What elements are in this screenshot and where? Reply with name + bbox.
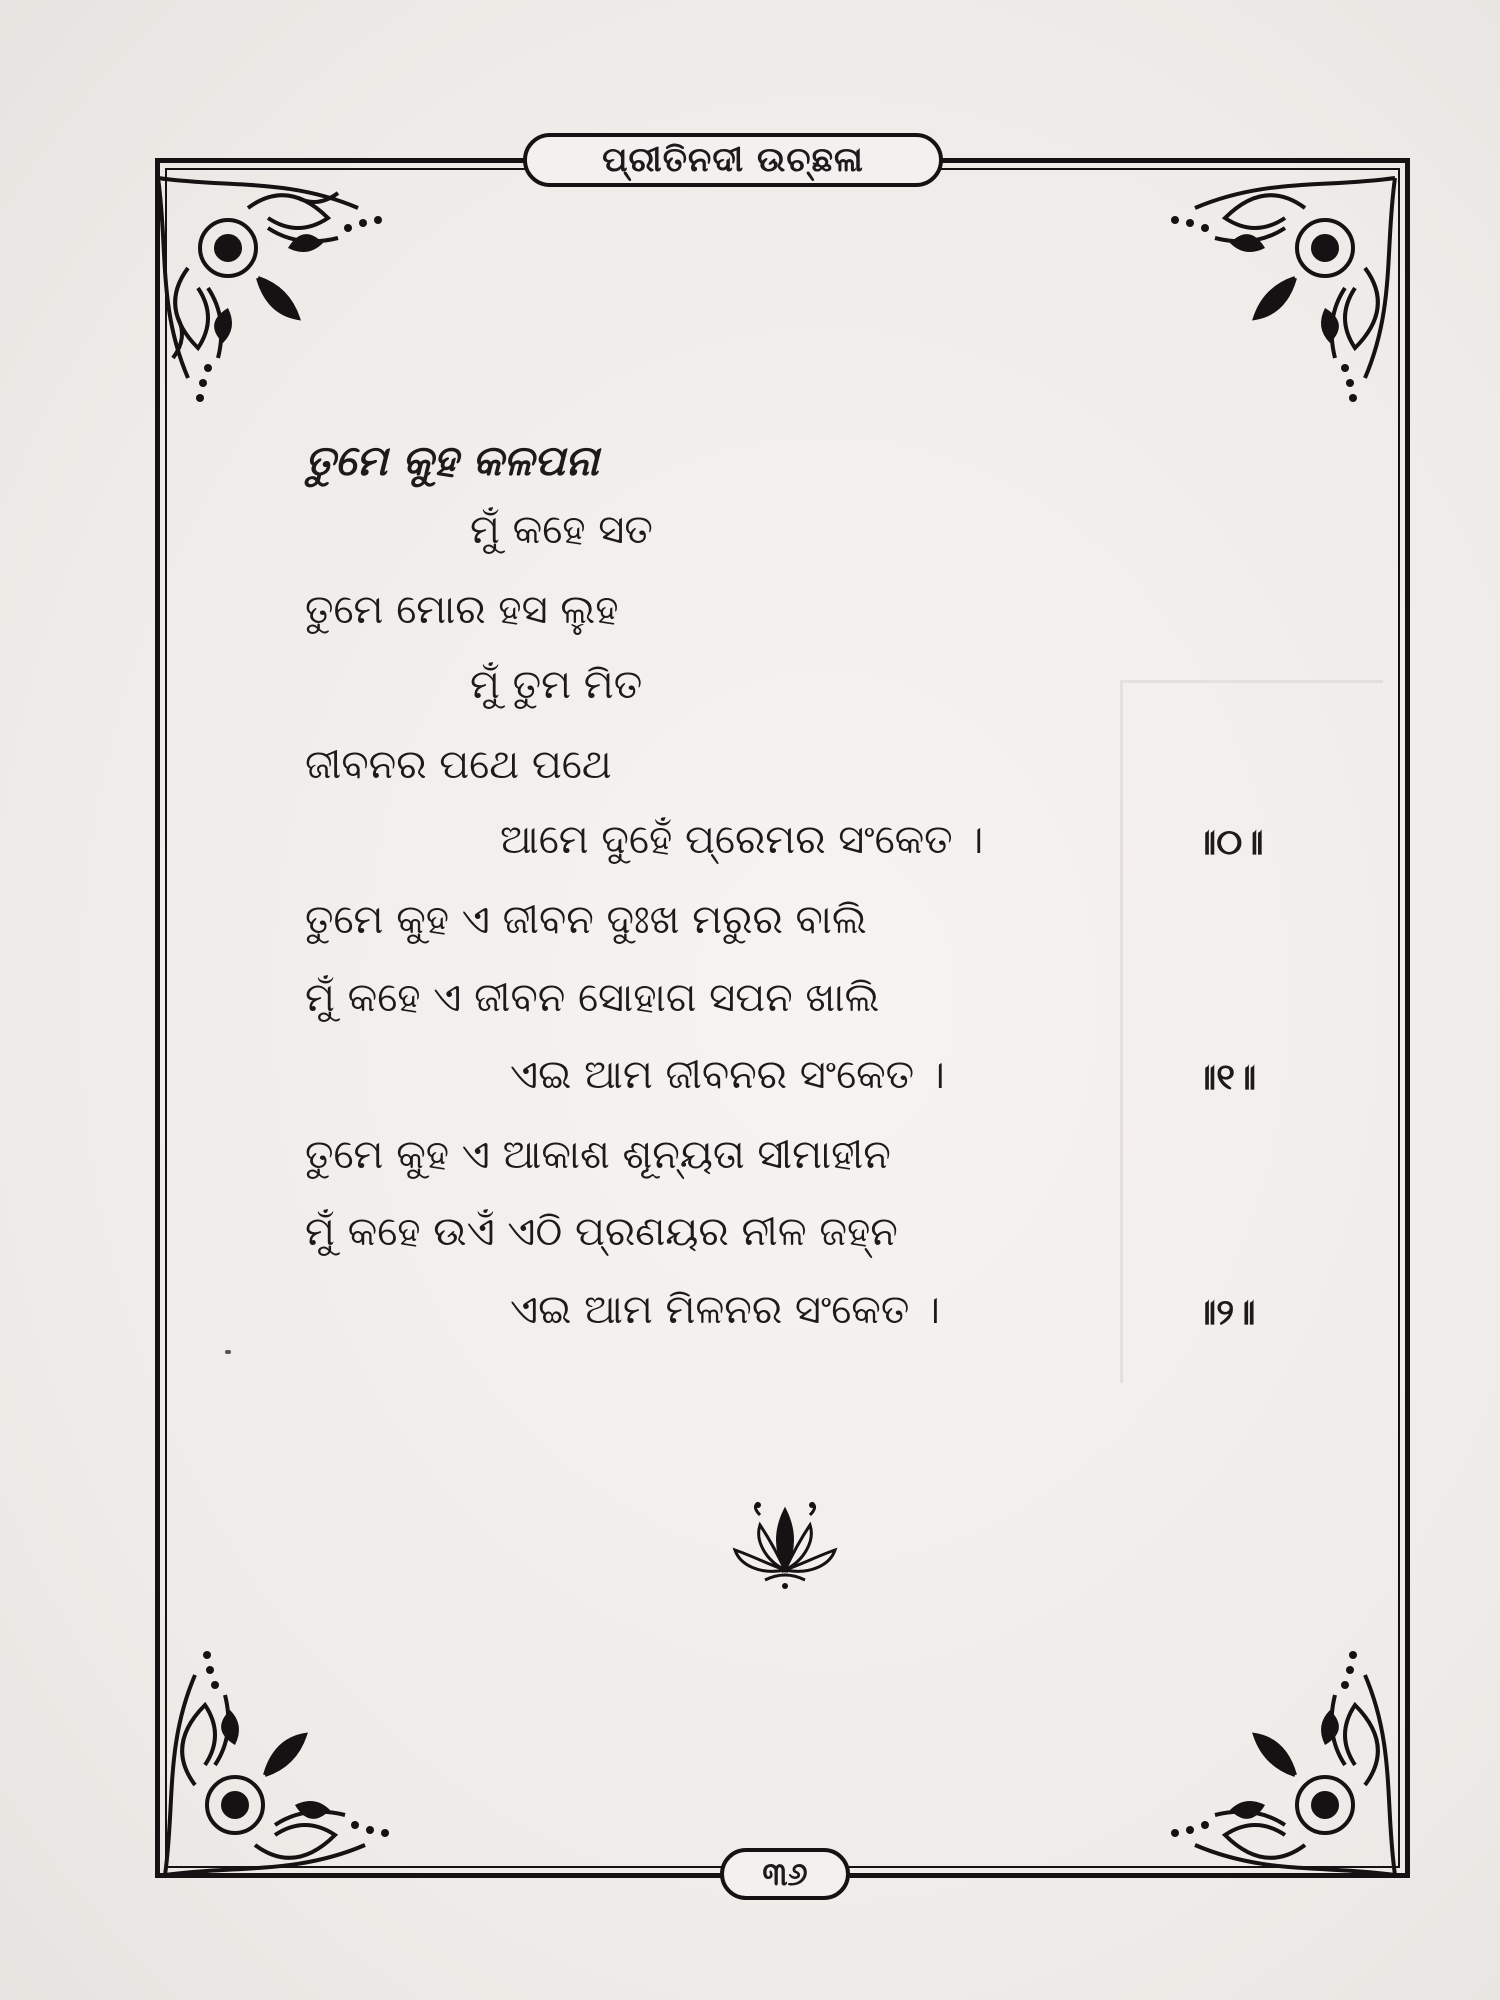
lotus-ornament-icon [730,1500,840,1590]
poem-line: ଆମେ ଦୁହେଁ ପ୍ରେମର ସଂକେତ । [500,817,984,863]
poem-line: ମୁଁ କହେ ସତ [470,507,653,553]
book-title: ପ୍ରୀତିନଦୀ ଉଚ୍ଛଳା [602,140,864,180]
poem-line: ତୁମେ ମୋର ହସ ଲୁହ [305,587,619,633]
poem-line: ଏଇ ଆମ ଜୀବନର ସଂକେତ । [510,1052,945,1098]
poem-line: ମୁଁ କହେ ଏ ଜୀବନ ସୋହାଗ ସପନ ଖାଲି [305,975,880,1021]
poem-line: ମୁଁ କହେ ଉଏଁ ଏଠି ପ୍ରଣୟର ନୀଳ ଜହ୍ନ [305,1209,898,1255]
stanza-marker: ॥୧॥ [1195,1057,1257,1098]
stanza-marker: ॥୨॥ [1195,1292,1256,1333]
page-number [720,1848,850,1900]
stanza-marker: ॥୦॥ [1195,822,1264,863]
paper-speck [225,1350,231,1354]
page-number-text: ୩୬ [762,1854,808,1893]
running-header [523,133,943,187]
poem-line: ମୁଁ ତୁମ ମିତ [470,662,643,708]
poem-line: ଜୀବନର ପଥେ ପଥେ [305,742,612,788]
poem-line: ଏଇ ଆମ ମିଳନର ସଂକେତ । [510,1287,941,1333]
poem-title: ତୁମେ କୁହ କଳପନା [305,436,599,485]
poem-line: ତୁମେ କୁହ ଏ ଜୀବନ ଦୁଃଖ ମରୁର ବାଲି [305,897,867,943]
poem-line: ତୁମେ କୁହ ଏ ଆକାଶ ଶୂନ୍ୟତା ସୀମାହୀନ [305,1132,891,1178]
